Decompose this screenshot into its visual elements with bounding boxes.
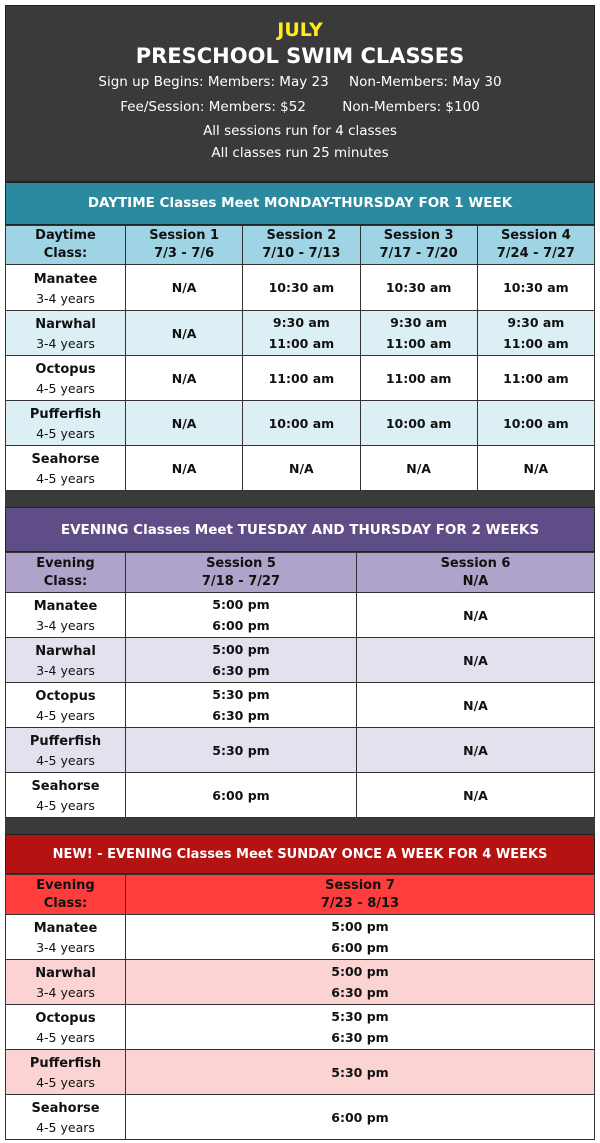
- time-cell: 10:30 am: [243, 265, 360, 311]
- class-cell: Manatee 3-4 years: [6, 593, 126, 638]
- time-cell: N/A: [126, 265, 243, 311]
- daytime-banner: DAYTIME Classes Meet MONDAY-THURSDAY FOR 1 WEEK: [5, 182, 595, 225]
- class-cell: Seahorse 4-5 years: [6, 446, 126, 491]
- time-cell: N/A: [477, 446, 594, 491]
- time-cell: 10:00 am: [477, 401, 594, 446]
- table-row: [6, 683, 595, 728]
- table-row: [6, 356, 595, 401]
- table-header-row: [6, 875, 595, 915]
- note-duration: All classes run 25 minutes: [211, 145, 389, 161]
- evening-banner: EVENING Classes Meet TUESDAY AND THURSDAY FOR 2 WEEKS: [5, 507, 595, 552]
- month-title: JULY: [277, 19, 323, 41]
- class-cell: Octopus 4-5 years: [6, 1005, 126, 1050]
- table-row: [6, 593, 595, 638]
- time-cell: N/A: [126, 311, 243, 356]
- note-sessions: All sessions run for 4 classes: [203, 123, 397, 139]
- section-divider: [5, 818, 595, 834]
- schedule-header: [5, 5, 595, 182]
- time-cell: 5:30 pm 6:30 pm: [126, 683, 357, 728]
- table-row: [6, 1095, 595, 1140]
- evening-table: [5, 552, 595, 818]
- fee-label: Fee/Session:: [120, 99, 205, 115]
- fee-row: [6, 95, 594, 120]
- time-cell: 9:30 am 11:00 am: [477, 311, 594, 356]
- class-cell: Octopus 4-5 years: [6, 683, 126, 728]
- time-cell: 10:30 am: [360, 265, 477, 311]
- class-cell: Seahorse 4-5 years: [6, 1095, 126, 1140]
- class-cell: Narwhal 3-4 years: [6, 638, 126, 683]
- class-cell: Pufferfish 4-5 years: [6, 401, 126, 446]
- class-cell: Octopus 4-5 years: [6, 356, 126, 401]
- time-cell: 10:30 am: [477, 265, 594, 311]
- table-row: [6, 960, 595, 1005]
- time-cell: 11:00 am: [360, 356, 477, 401]
- table-row: [6, 1005, 595, 1050]
- class-col-header: Evening Class:: [6, 875, 126, 915]
- time-cell: 5:00 pm 6:00 pm: [126, 593, 357, 638]
- table-row: [6, 401, 595, 446]
- class-cell: Narwhal 3-4 years: [6, 960, 126, 1005]
- table-row: [6, 915, 595, 960]
- time-cell: N/A: [126, 356, 243, 401]
- time-cell: N/A: [357, 683, 595, 728]
- signup-label: Sign up Begins:: [98, 74, 204, 90]
- time-cell: N/A: [126, 401, 243, 446]
- time-cell: 6:00 pm: [126, 773, 357, 818]
- time-cell: N/A: [357, 773, 595, 818]
- time-cell: 5:00 pm 6:30 pm: [126, 960, 595, 1005]
- time-cell: 11:00 am: [477, 356, 594, 401]
- class-cell: Pufferfish 4-5 years: [6, 728, 126, 773]
- time-cell: N/A: [126, 446, 243, 491]
- session-1-header: Session 1 7/3 - 7/6: [126, 226, 243, 265]
- table-header-row: [6, 553, 595, 593]
- class-col-header: Evening Class:: [6, 553, 126, 593]
- table-row: [6, 311, 595, 356]
- session-3-header: Session 3 7/17 - 7/20: [360, 226, 477, 265]
- page-title: PRESCHOOL SWIM CLASSES: [135, 44, 465, 68]
- session-4-header: Session 4 7/24 - 7/27: [477, 226, 594, 265]
- signup-members: Members: May 23: [207, 74, 329, 90]
- fee-nonmembers: Non-Members: $100: [342, 99, 480, 115]
- class-cell: Manatee 3-4 years: [6, 265, 126, 311]
- time-cell: 10:00 am: [360, 401, 477, 446]
- time-cell: 5:30 pm: [126, 728, 357, 773]
- time-cell: 9:30 am 11:00 am: [243, 311, 360, 356]
- time-cell: 10:00 am: [243, 401, 360, 446]
- schedule-sheet: [5, 5, 595, 1140]
- time-cell: N/A: [243, 446, 360, 491]
- time-cell: N/A: [360, 446, 477, 491]
- table-row: [6, 1050, 595, 1095]
- time-cell: 5:00 pm 6:00 pm: [126, 915, 595, 960]
- time-cell: 5:30 pm: [126, 1050, 595, 1095]
- class-cell: Manatee 3-4 years: [6, 915, 126, 960]
- table-row: [6, 638, 595, 683]
- fee-members: Members: $52: [208, 99, 306, 115]
- time-cell: N/A: [357, 728, 595, 773]
- class-col-header: Daytime Class:: [6, 226, 126, 265]
- signup-nonmembers: Non-Members: May 30: [349, 74, 502, 90]
- time-cell: 5:00 pm 6:30 pm: [126, 638, 357, 683]
- daytime-table: [5, 225, 595, 491]
- class-cell: Seahorse 4-5 years: [6, 773, 126, 818]
- sunday-banner: NEW! - EVENING Classes Meet SUNDAY ONCE A WEEK FOR 4 WEEKS: [5, 834, 595, 874]
- section-divider: [5, 491, 595, 507]
- class-cell: Pufferfish 4-5 years: [6, 1050, 126, 1095]
- table-row: [6, 773, 595, 818]
- time-cell: N/A: [357, 638, 595, 683]
- session-7-header: Session 7 7/23 - 8/13: [126, 875, 595, 915]
- table-row: [6, 728, 595, 773]
- class-cell: Narwhal 3-4 years: [6, 311, 126, 356]
- session-2-header: Session 2 7/10 - 7/13: [243, 226, 360, 265]
- time-cell: 9:30 am 11:00 am: [360, 311, 477, 356]
- session-5-header: Session 5 7/18 - 7/27: [126, 553, 357, 593]
- table-row: [6, 265, 595, 311]
- time-cell: 6:00 pm: [126, 1095, 595, 1140]
- table-header-row: [6, 226, 595, 265]
- time-cell: 5:30 pm 6:30 pm: [126, 1005, 595, 1050]
- session-6-header: Session 6 N/A: [357, 553, 595, 593]
- signup-row: [6, 70, 594, 95]
- time-cell: 11:00 am: [243, 356, 360, 401]
- time-cell: N/A: [357, 593, 595, 638]
- sunday-table: [5, 874, 595, 1140]
- table-row: [6, 446, 595, 491]
